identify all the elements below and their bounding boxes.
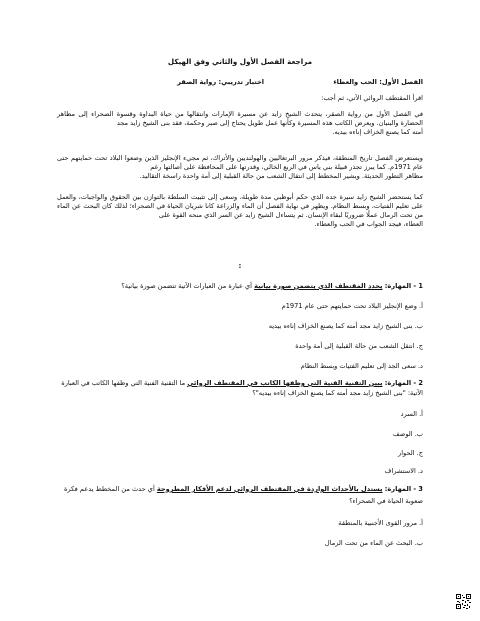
answer-option-2a[interactable]: أ. السرد [400,410,423,418]
passage-line: كما يستحضر الشيخ زايد سيرة جده الذي حكم أبوظبي مدة طويلة، وسعى إلى تثبيت السلطة بالتوازن بين الحقوق والواجبات، [78,193,423,201]
answer-option-1a[interactable]: أ. وضع الإنجليز البلاد تحت حمايتهم حتى عام 1971م [281,302,423,310]
page-title: مراجعة الفصل الأول والثاني وفق الهيكل [167,57,313,66]
passage-paragraph-1 [57,110,423,128]
question-2-skill: يبين التقنية الفنية التي وظفها الكاتب في المقتطف الروائي [187,379,383,387]
question-3-stem [64,485,423,494]
passage-line: أمته كما يصنع الخزاف إناءه بيديه. [332,128,423,136]
passage-line: مظاهر الحضارة والبنيان. ويعرض الكاتب هذه المسيرة وكأنها عمل طويل يحتاج إلى صبر وحكمة، فقد بنى الشيخ زايد مجد [57,110,423,127]
question-3-text-line: صعوبة الحياة في الصحراء؟ [349,497,423,505]
answer-option-2b[interactable]: ب. الوصف [392,430,423,438]
passage-line: العطاء، فيجد الجواب في الحب والعطاء. [314,220,423,228]
answer-option-1d[interactable]: د. سعى الجد إلى تعليم الفتيات وبسط النظام [300,362,423,370]
answer-option-2c[interactable]: ج. الحوار [398,449,423,457]
exam-heading: اختبار تدريبي: رواية الصقر [177,78,264,86]
passage-line: كان البحث عن الماء من تحت الرمال عملًا ضروريًا لبقاء الإنسان. ثم يتساءل الشيخ زايد عن السر الذي منحه القوة على [57,202,423,219]
question-2-label: 2 - المهارة: [382,379,423,387]
question-3-label: 3 - المهارة: [382,485,423,493]
answer-option-1b[interactable]: ب. بنى الشيخ زايد مجد أمته كما يصنع الخزاف إناءه بيديه [268,322,423,330]
section-colon: : [238,262,242,270]
question-1-stem [121,282,423,291]
passage-line: حمايتهم حتى عام 1971م. كما يبرز تجذر قبيلة بني ياس في الربع الخالي، وقدرتها على المحافظة على أصالتها رغم [57,154,423,171]
passage-instruction: اقرأ المقتطف الروائي الآتي، ثم أجب: [321,94,423,102]
question-3-text: أي حدث من المخطط يدعم فكرة [63,485,157,493]
answer-option-3a[interactable]: أ. مرور القوى الأجنبية بالمنطقة [338,519,423,527]
question-1-skill: يحدد المقتطف الذي يتضمن صورة بيانية [254,282,383,290]
passage-line: والعمل على تعليم الفتيات، وبسط النظام. ويظهر في نهاية الفصل أن الماء والزراعة كانا شريان الحياة في الصحراء؛ لذلك [57,193,423,210]
answer-option-2d[interactable]: د. الاستشراف [384,467,423,475]
chapter-heading: الفصل الأول: الحب والعطاء [333,78,423,86]
answer-option-1c[interactable]: ج. انتقل الشعب من حالة القبلية إلى أمة واحدة [295,342,423,350]
question-2-text: ما التقنية الفنية التي وظفها الكاتب في العبارة [61,379,188,387]
passage-line: في الفصل الأول من رواية الصقر، يتحدث الشيخ زايد عن مسيرة الإمارات وانتقالها من حياة البداوة وقسوة الصحراء إلى [78,110,423,118]
answer-option-3b[interactable]: ب. البحث عن الماء من تحت الرمال [324,539,423,547]
question-2-stem [61,379,423,388]
question-2-text-line: الآتية: "بنى الشيخ زايد مجد أمته كما يصنع الخزاف إناءه بيديه"؟ [252,389,423,397]
passage-paragraph-2 [57,154,423,172]
qr-code-icon [456,594,471,609]
question-1-label: 1 - المهارة: [382,282,423,290]
passage-line: ويستعرض الفصل تاريخ المنطقة، فيذكر مرور البرتغاليين والهولنديين والأتراك، ثم مجيء الإنجليز الذين وضعوا البلاد تحت [94,154,423,162]
question-3-skill: يستدل بالأحداث الواردة في المقتطف الروائي لدعم الأفكار المطروحة [156,485,383,493]
passage-paragraph-3 [57,193,423,220]
question-1-text: أي عبارة من العبارات الآتية تتضمن صورة بيانية؟ [121,282,255,290]
passage-line: مظاهر التطور الحديثة. ويشير المخطط إلى انتقال الشعب من حالة القبلية إلى أمة واحدة راسخة التقاليد. [139,172,423,180]
